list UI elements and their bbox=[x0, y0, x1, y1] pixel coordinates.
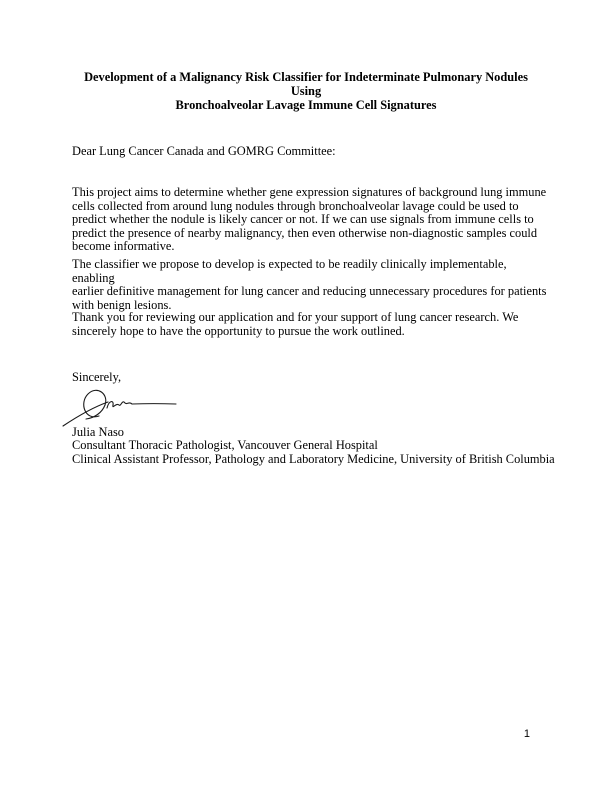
page-number: 1 bbox=[523, 728, 530, 740]
paragraph-line: This project aims to determine whether gene expression signatures of background lung immune bbox=[72, 185, 547, 199]
document-title bbox=[72, 70, 540, 112]
signer-block bbox=[72, 426, 572, 466]
paragraph-line: The classifier we propose to develop is expected to be readily clinically implementable, enabling bbox=[72, 257, 507, 285]
paragraph-2 bbox=[72, 258, 550, 312]
paragraph-3 bbox=[72, 311, 550, 338]
salutation: Dear Lung Cancer Canada and GOMRG Committee: bbox=[72, 144, 336, 158]
closing-salutation: Sincerely, bbox=[72, 370, 122, 384]
paragraph-line: cells collected from around lung nodules through bronchoalveolar lavage could be used to bbox=[72, 198, 519, 213]
paragraph-line: Thank you for reviewing our application and for your support of lung cancer research. We bbox=[72, 310, 519, 324]
paragraph-line: predict the presence of nearby malignancy, then even otherwise non-diagnostic samples could bbox=[72, 225, 538, 240]
document-title-line-1: Development of a Malignancy Risk Classifier for Indeterminate Pulmonary Nodules Using bbox=[84, 70, 528, 98]
paragraph-1 bbox=[72, 186, 550, 254]
paragraph-line: earlier definitive management for lung cancer and reducing unnecessary procedures for patients bbox=[72, 284, 547, 298]
signature-image bbox=[61, 386, 181, 428]
paragraph-line: with benign lesions. bbox=[72, 297, 172, 312]
paragraph-line: predict whether the nodule is likely cancer or not. If we can use signals from immune cells to bbox=[72, 212, 534, 226]
paragraph-line: sincerely hope to have the opportunity to pursue the work outlined. bbox=[72, 323, 405, 338]
signer-role-1: Consultant Thoracic Pathologist, Vancouver General Hospital bbox=[72, 438, 378, 453]
paragraph-line: become informative. bbox=[72, 239, 175, 253]
signer-name: Julia Naso bbox=[72, 425, 124, 439]
handwritten-signature-icon bbox=[61, 386, 181, 428]
signer-role-2: Clinical Assistant Professor, Pathology and Laboratory Medicine, University of British Columbia bbox=[72, 451, 555, 466]
document-title-line-2: Bronchoalveolar Lavage Immune Cell Signatures bbox=[175, 98, 437, 112]
